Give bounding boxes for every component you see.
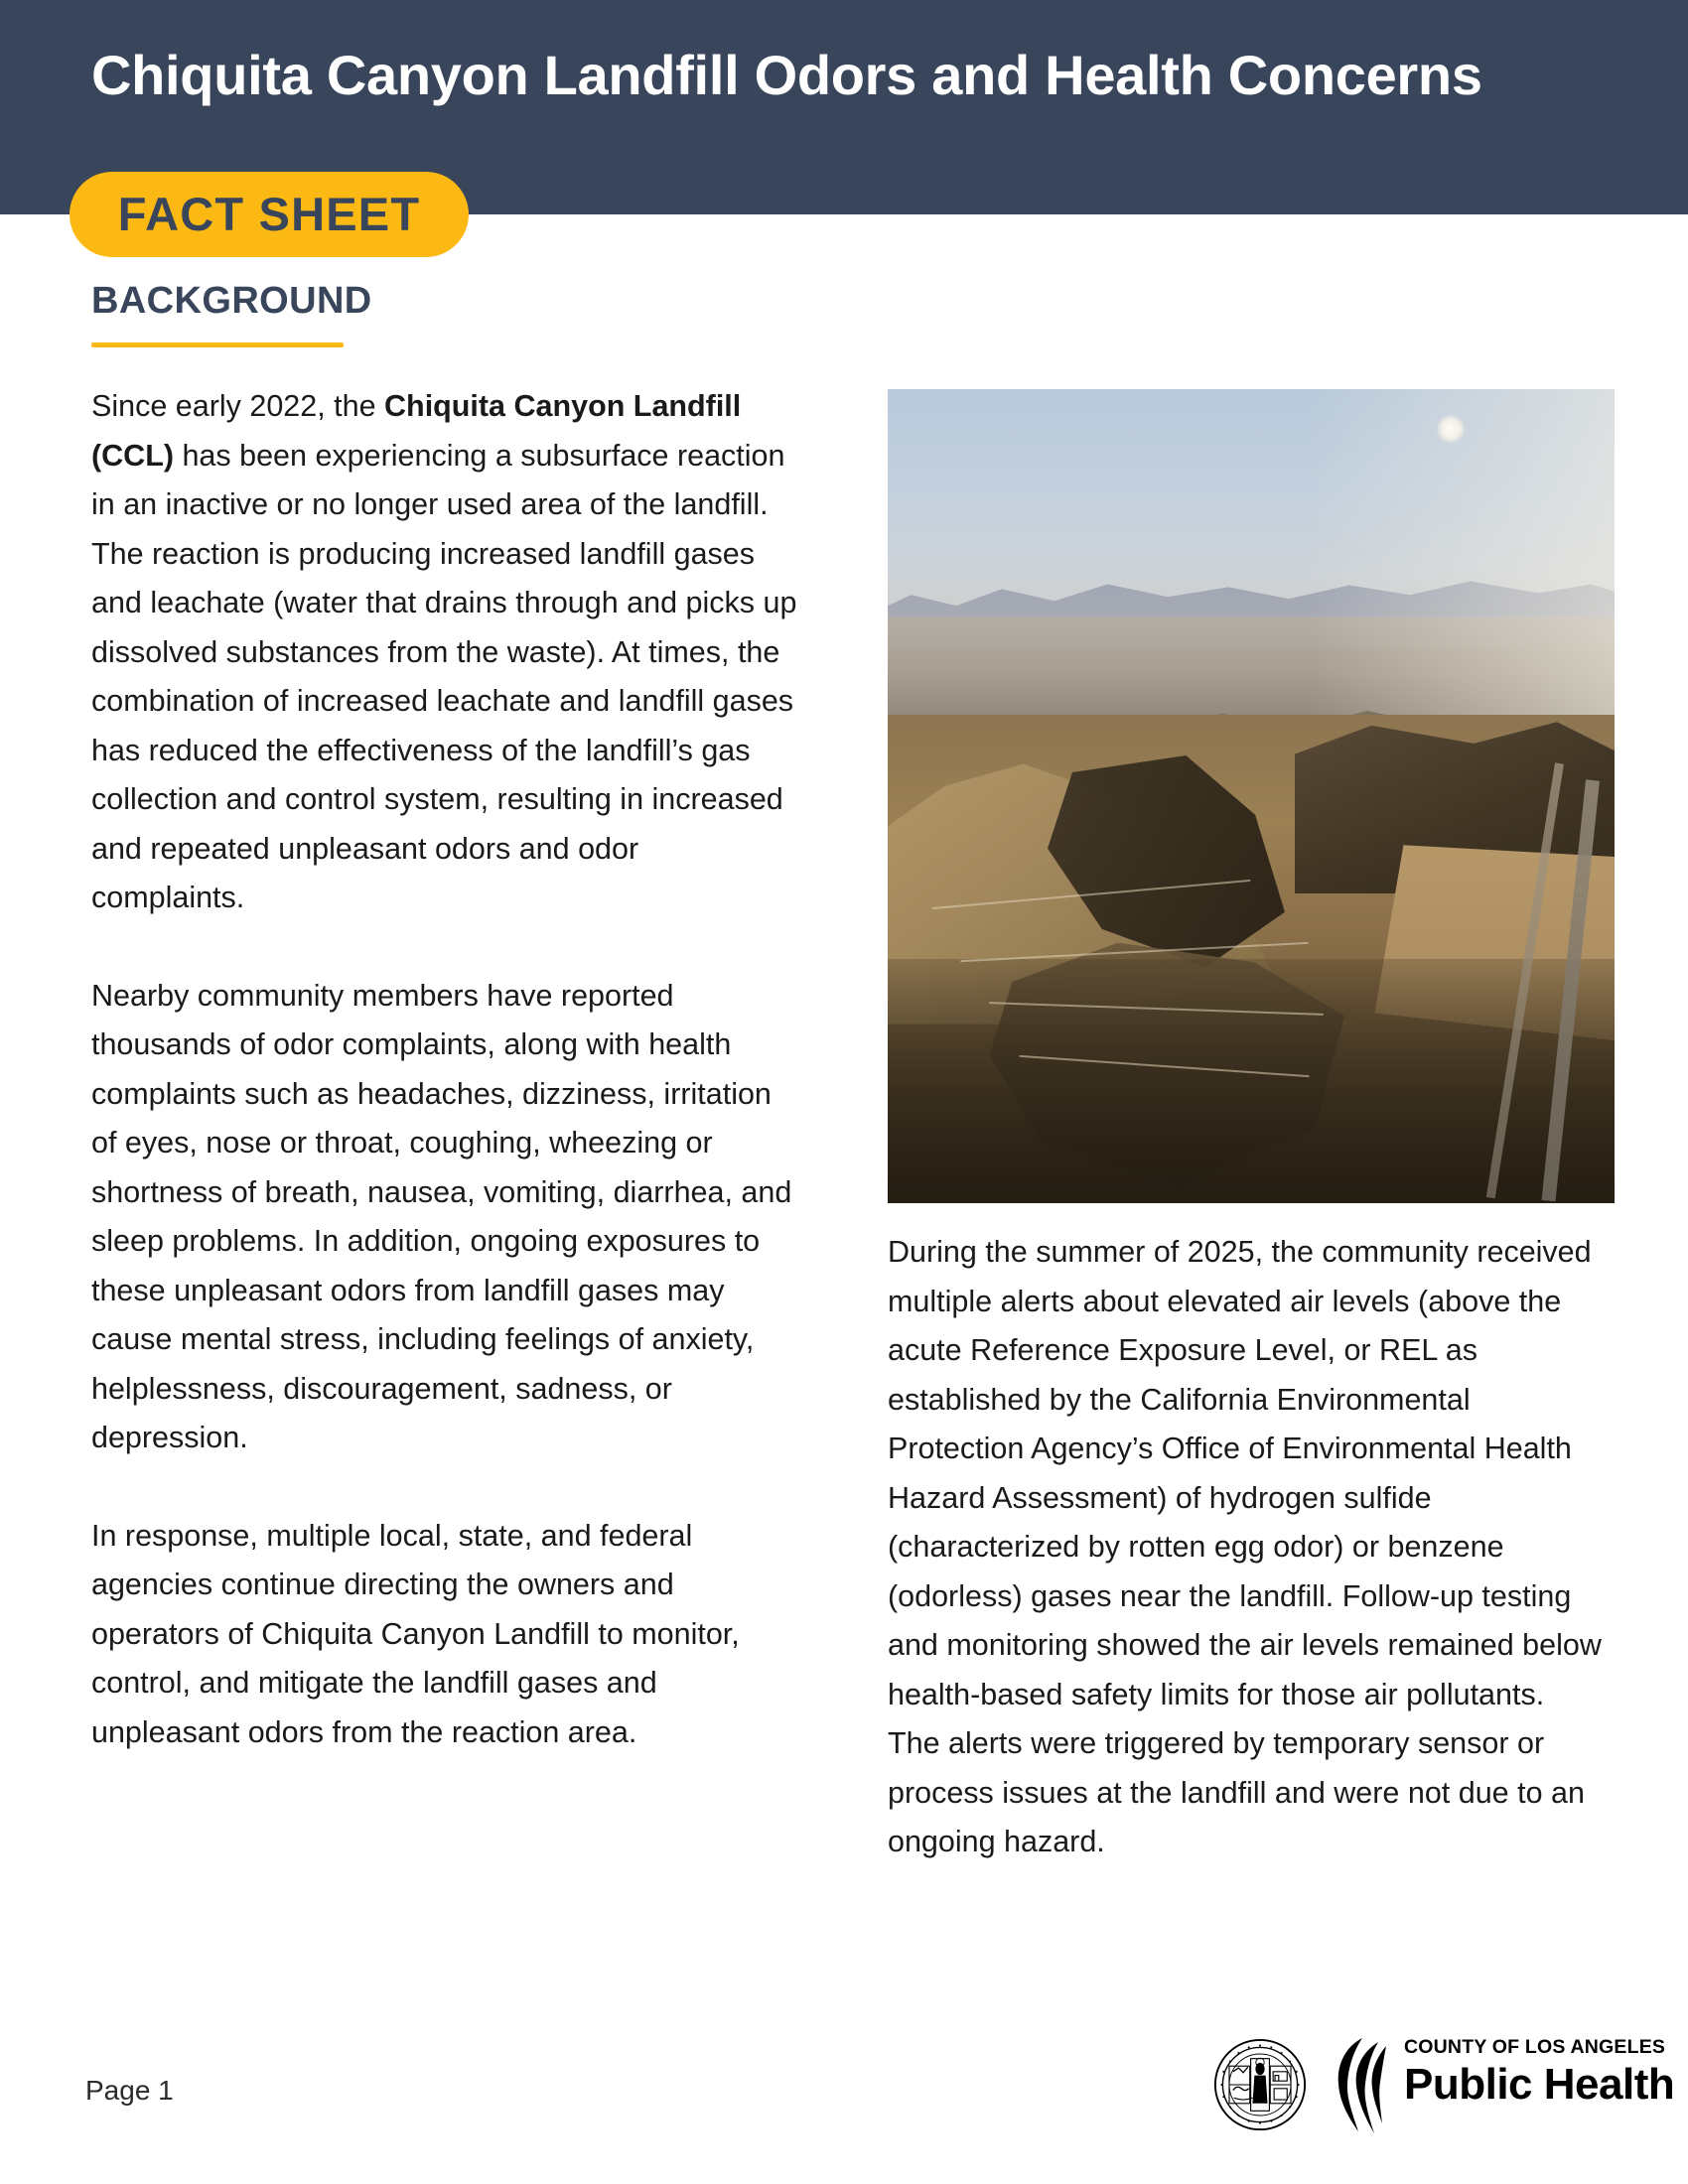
paragraph-summer-alerts: During the summer of 2025, the community received multiple alerts about elevated air levels (above the acute Reference Exposure Level, or REL as established by the California Environmental Protection Agency’s Office of Environmental Health Hazard Assessment) of hydrogen sulfide (characterized by rotten egg odor) or benzene (odorless) gases near the landfill. Follow-up testing and monitoring showed the air levels remained below health-based safety limits for those air pollutants. The alerts were triggered by temporary sensor or process issues at the landfill and were not due to an ongoing hazard. [888,1235,1602,1858]
logo-public-health-line: Public Health [1404,2059,1675,2109]
public-health-logo [1333,2032,1675,2139]
logo-county-line: COUNTY OF LOS ANGELES [1404,2036,1666,2058]
fact-sheet-badge [70,172,469,257]
section-underline-rule [91,342,344,347]
landfill-name-bold: Chiquita Canyon Landfill (CCL) [91,389,742,473]
paragraph-agency-response: In response, multiple local, state, and federal agencies continue directing the owners and operators of Chiquita Canyon Landfill to monitor, control, and mitigate the landfill gases and unpleasant odors from the reaction area. [91,1518,740,1749]
paragraph-background-intro [91,382,798,923]
left-text-column [91,382,798,1757]
right-text-column [888,1228,1603,1867]
page-number: Page 1 [85,2075,174,2106]
fact-sheet-badge-label: FACT SHEET [117,188,421,240]
landfill-aerial-photo [888,389,1615,1203]
footer-logo-area [1213,2032,1675,2139]
county-seal-icon [1213,2038,1307,2131]
paragraph-community-complaints: Nearby community members have reported thousands of odor complaints, along with health complaints such as headaches, dizziness, irritation of eyes, nose or throat, coughing, wheezing or shortness of breath, nausea, vomiting, diarrhea, and sleep problems. In addition, ongoing exposures to these unpleasant odors from landfill gases may cause mental stress, including feelings of anxiety, helplessness, discouragement, sadness, or depression. [91,978,792,1454]
paragraph-lead-text: Since early 2022, the [91,389,385,423]
public-health-wordmark [1404,2036,1675,2109]
page-title: Chiquita Canyon Landfill Odors and Health Concerns [91,44,1482,106]
section-heading-background: BACKGROUND [91,280,372,322]
profile-faces-icon [1333,2036,1394,2135]
paragraph-rest-text: has been experiencing a subsurface reaction in an inactive or no longer used area of the landfill. The reaction is producing increased landfill gases and leachate (water that drains through and picks up dissolved substances from the waste). At times, the combination of increased leachate and landfill gases has reduced the effectiveness of the landfill’s gas collection and control system, resulting in increased and repeated unpleasant odors and odor complaints. [91,438,797,914]
